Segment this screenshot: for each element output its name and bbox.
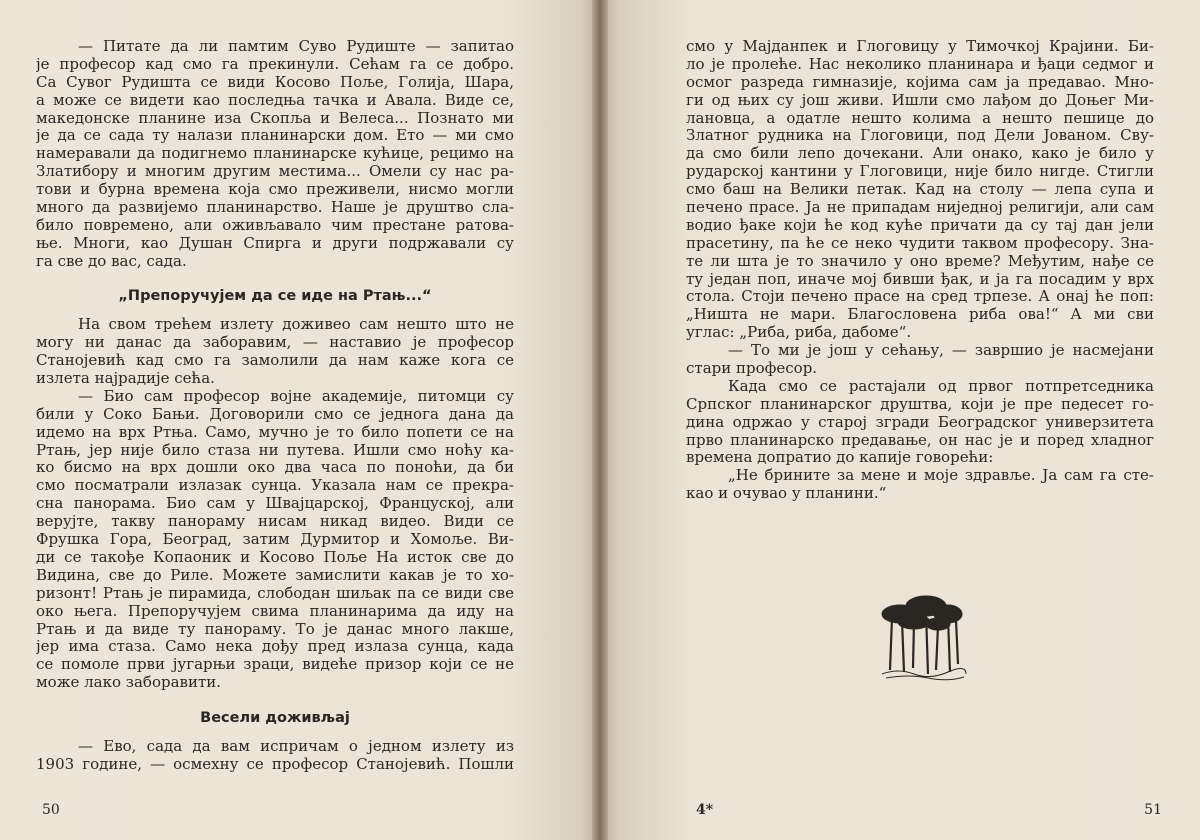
text-line: — То ми је још у сећању, — завршио је насмејани: [728, 342, 1154, 360]
text-line: — Питате да ли памтим Суво Рудиште — запитао: [78, 38, 514, 55]
text-line: може лако заборавити.: [36, 674, 222, 692]
text-line: водио ђаке који ће код куће причати да су тај дан јели: [686, 216, 1154, 234]
text-line: Ртањ, јер није било стаза ни путева. Ишли смо ноћу ка-: [36, 441, 514, 459]
text-line: времена допратио до капије говорећи:: [686, 449, 994, 467]
text-line: као и очувао у планини.“: [686, 485, 887, 503]
text-line: идемо на врх Ртња. Само, мучно је то било попети се на: [36, 423, 514, 441]
text-line: могу ни данас да заборавим, — наставио је професор: [36, 334, 514, 352]
text-line: ње. Многи, као Душан Спирга и други подржавали су: [36, 234, 514, 252]
text-line: смо у Мајданпек и Глоговицу у Тимочкој Крајини. Би-: [686, 38, 1154, 55]
text-line: Са Сувог Рудишта се види Косово Поље, Голија, Шара,: [36, 73, 514, 91]
right-page: [600, 0, 1200, 840]
text-line: углас: „Риба, риба, дабоме“.: [686, 324, 912, 342]
text-line: лановца, а одатле нешто колима а нешто пешице до: [686, 109, 1154, 127]
trees-vignette-icon: [878, 592, 968, 682]
text-line: осмог разреда гимназије, којима сам ја предавао. Мно-: [686, 73, 1154, 91]
text-line: било повремено, али оживљавало чим престане ратова-: [36, 216, 514, 234]
text-line: дина одржао у старој згради Београдског универзитета: [686, 413, 1154, 431]
book-gutter: [592, 0, 608, 840]
text-line: 1903 године, — осмехну се професор Станојевић. Пошли: [36, 755, 514, 773]
text-line: ту један поп, иначе мој бивши ђак, и ја га посадим у врх: [686, 270, 1154, 288]
text-line: македонске планине иза Скопља и Велеса... Познато ми: [36, 109, 514, 127]
text-line: смо баш на Велики петак. Кад на столу — лепа супа и: [686, 181, 1154, 199]
text-line: Златног рудника на Глоговици, под Дели Јованом. Сву-: [686, 127, 1154, 145]
text-line: „Ништа не мари. Благословена риба ова!“ А ми сви: [686, 306, 1154, 324]
text-line: ко бисмо на врх дошли око два часа по поноћи, да би: [36, 459, 514, 477]
text-line: много да развијемо планинарство. Наше је друштво сла-: [36, 199, 514, 217]
text-line: рударској кантини у Глоговици, није било нигде. Стигли: [686, 163, 1154, 181]
text-line: ризонт! Ртањ је пирамида, слободан шиљак па се види све: [36, 584, 514, 602]
text-line: да смо били лепо дочекани. Али онако, како је било у: [686, 145, 1154, 163]
text-line: смо посматрали излазак сунца. Указала нам се прекра-: [36, 477, 514, 495]
text-line: ло је пролеће. Нас неколико планинара и ђаци седмог и: [686, 55, 1154, 73]
text-line: а може се видети као последња тачка и Авала. Виде се,: [36, 91, 514, 109]
text-line: — Ево, сада да вам испричам о једном излету из: [78, 737, 514, 755]
text-line: те ли шта је то значило у оно време? Међутим, нађе се: [686, 252, 1154, 270]
text-line: Када смо се растајали од првог потпретседника: [728, 377, 1154, 395]
text-line: Ртањ и да виде ту панораму. То је данас много лакше,: [36, 620, 514, 638]
section-heading: Весели доживљај: [200, 709, 350, 726]
left-page-text: [36, 38, 514, 774]
page-number: 51: [1144, 802, 1162, 818]
page-number: 50: [42, 802, 60, 818]
text-line: је професор кад смо га прекинули. Сећам га се добро.: [36, 55, 514, 73]
text-line: верујте, такву панораму нисам никад видео. Види се: [36, 513, 514, 531]
text-line: Златибору и многим другим местима... Омели су нас ра-: [36, 163, 514, 181]
text-line: сна панорама. Био сам у Швајцарској, Француској, али: [36, 495, 514, 513]
text-line: Фрушка Гора, Београд, затим Дурмитор и Хомоље. Ви-: [36, 531, 514, 549]
text-line: намеравали да подигнемо планинарске кућице, рецимо на: [36, 145, 514, 163]
text-line: тови и бурна времена која смо преживели, нисмо могли: [36, 181, 514, 199]
right-page-text: [686, 38, 1154, 503]
text-line: излета најрадије сећа.: [36, 370, 215, 388]
text-line: били у Соко Бањи. Договорили смо се једнога дана да: [36, 405, 514, 423]
text-line: ди се такође Копаоник и Косово Поље На исток све до: [36, 548, 514, 566]
text-line: стари професор.: [686, 360, 818, 378]
text-line: се помоле први југарњи зраци, видеће призор који се не: [36, 656, 514, 674]
text-line: „Не брините за мене и моје здравље. Ја сам га сте-: [728, 467, 1154, 485]
text-line: око њега. Препоручујем свима планинарима да иду на: [36, 602, 514, 620]
text-line: ги од њих су још живи. Ишли смо лађом до Доњег Ми-: [686, 91, 1154, 109]
text-line: стола. Стоји печено прасе на сред трпезе. А онај ће поп:: [686, 288, 1154, 306]
text-line: Станојевић кад смо га замолили да нам каже кога се: [36, 352, 514, 370]
text-line: је да се сада ту налази планинарски дом. Ето — ми смо: [36, 127, 514, 145]
text-line: печено прасе. Ја не припадам ниједној религији, али сам: [686, 199, 1154, 217]
text-line: јер има стаза. Само нека дођу пред излаза сунца, када: [36, 638, 514, 656]
section-heading: „Препоручујем да се иде на Ртањ...“: [118, 288, 432, 305]
text-line: На свом трећем излету доживео сам нешто што не: [78, 316, 514, 334]
signature-mark: 4*: [696, 802, 714, 818]
text-line: прво планинарско предавање, он нас је и поред хладног: [686, 431, 1154, 449]
text-line: — Био сам професор војне академије, питомци су: [78, 387, 514, 405]
text-line: Видина, све до Риле. Можете замислити какав је то хо-: [36, 566, 514, 584]
text-line: прасетину, па ће се неко чудити таквом професору. Зна-: [686, 234, 1154, 252]
text-line: га све до вас, сада.: [36, 252, 187, 270]
text-line: Српског планинарског друштва, који је пре педесет го-: [686, 395, 1154, 413]
